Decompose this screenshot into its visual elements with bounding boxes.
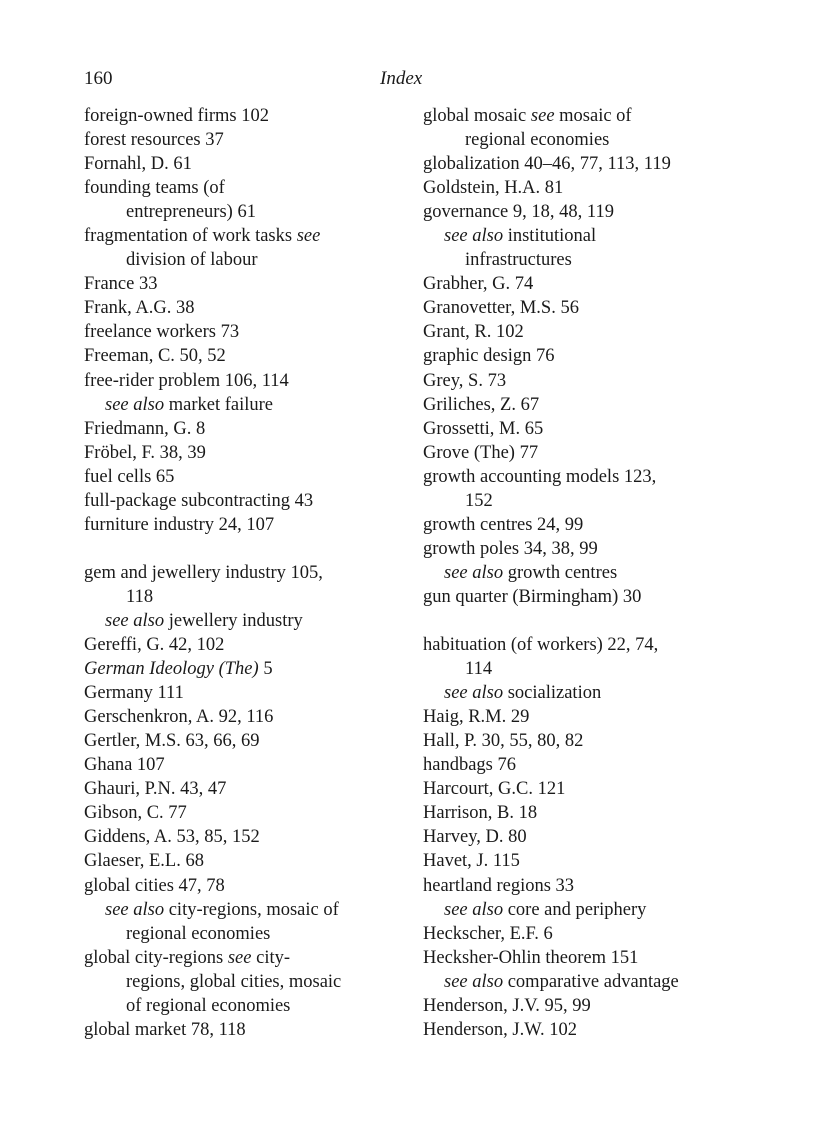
index-text: Granovetter, M.S. 56 [423,298,579,319]
index-text: see also [105,394,165,415]
index-text: Gertler, M.S. 63, 66, 69 [84,731,260,752]
index-entry [84,849,402,873]
index-text: see [296,226,321,247]
index-text: Gibson, C. 77 [84,803,187,824]
index-text: entrepreneurs) 61 [126,202,256,223]
index-text: gem and jewellery industry 105, [84,562,323,583]
index-entry [84,417,402,441]
index-column-right [423,104,743,1042]
index-entry-continuation [84,248,402,272]
index-text: see also [444,562,504,583]
index-text: full-package subcontracting 43 [84,490,314,511]
index-text: Goldstein, H.A. 81 [423,178,564,199]
index-text: Hecksher-Ohlin theorem 151 [423,947,639,968]
index-text: forest resources 37 [84,130,224,151]
index-entry [423,465,743,489]
index-entry [84,128,402,152]
index-entry [84,681,402,705]
index-entry-continuation [84,922,402,946]
index-subentry [423,898,743,922]
index-entry [84,801,402,825]
index-text: habituation (of workers) 22, 74, [423,635,659,656]
index-entry [423,104,743,128]
index-text: division of labour [126,250,258,271]
index-entry [84,176,402,200]
index-entry [84,296,402,320]
index-entry [84,825,402,849]
index-entry [84,441,402,465]
index-entry-continuation [84,200,402,224]
index-text: Griliches, Z. 67 [423,394,540,415]
index-text: see also [444,226,504,247]
index-entry [423,633,743,657]
index-subentry [84,609,402,633]
index-column-left [84,104,402,1042]
index-entry [423,513,743,537]
index-text: growth poles 34, 38, 99 [423,538,598,559]
index-text: Grabher, G. 74 [423,274,534,295]
index-text: market failure [164,394,273,415]
index-entry [84,513,402,537]
index-text: Harrison, B. 18 [423,803,538,824]
index-entry-continuation [423,128,743,152]
index-entry-continuation [423,248,743,272]
index-entry-continuation [84,585,402,609]
index-text: comparative advantage [503,971,679,992]
index-text: Hall, P. 30, 55, 80, 82 [423,731,584,752]
index-entry [423,777,743,801]
index-text: institutional [503,226,597,247]
index-entry [84,561,402,585]
index-entry [423,801,743,825]
index-subentry [423,681,743,705]
index-entry [84,777,402,801]
index-text: 152 [465,490,493,511]
index-entry [84,633,402,657]
index-text: mosaic of [554,106,632,126]
index-text: Fornahl, D. 61 [84,154,192,175]
index-text: core and periphery [503,899,647,920]
index-entry-continuation [84,970,402,994]
index-text: fuel cells 65 [84,466,175,487]
index-subentry [423,224,743,248]
index-entry [423,946,743,970]
index-entry [423,320,743,344]
index-text: see also [444,971,504,992]
index-text: Heckscher, E.F. 6 [423,923,553,944]
index-entry [423,176,743,200]
index-text: Harcourt, G.C. 121 [423,779,566,800]
running-title: Index [380,68,423,89]
index-entry [84,152,402,176]
index-text: global cities 47, 78 [84,875,225,896]
index-entry [84,489,402,513]
index-entry [423,272,743,296]
index-text: Freeman, C. 50, 52 [84,346,226,367]
index-text: growth accounting models 123, [423,466,657,487]
index-entry-continuation [84,994,402,1018]
index-text: see [530,106,555,126]
index-text: city-regions, mosaic of [164,899,339,920]
index-entry [84,465,402,489]
index-entry [84,224,402,248]
index-text: Henderson, J.V. 95, 99 [423,995,591,1016]
index-entry [84,729,402,753]
index-text: see also [105,899,165,920]
index-entry [423,825,743,849]
index-entry [423,537,743,561]
index-text: free-rider problem 106, 114 [84,370,289,391]
index-text: Gereffi, G. 42, 102 [84,635,225,656]
index-text: Giddens, A. 53, 85, 152 [84,827,260,848]
index-text: Frank, A.G. 38 [84,298,195,319]
index-entry [84,874,402,898]
index-text: growth centres 24, 99 [423,514,584,535]
index-text: gun quarter (Birmingham) 30 [423,586,642,607]
index-text: foreign-owned firms 102 [84,106,269,126]
index-text: growth centres [503,562,618,583]
index-entry [423,849,743,873]
index-text: Friedmann, G. 8 [84,418,206,439]
page-header [84,68,734,94]
index-entry [84,369,402,393]
index-text: 114 [465,659,493,680]
index-text: Harvey, D. 80 [423,827,527,848]
index-text: globalization 40–46, 77, 113, 119 [423,154,671,175]
index-text: see [227,947,252,968]
index-text: graphic design 76 [423,346,555,367]
index-entry [423,417,743,441]
index-subentry [84,393,402,417]
index-text: global market 78, 118 [84,1019,246,1040]
index-entry [423,344,743,368]
index-entry [423,705,743,729]
index-text: heartland regions 33 [423,875,575,896]
index-text: Glaeser, E.L. 68 [84,851,204,872]
index-entry [423,922,743,946]
index-text: Germany 111 [84,683,184,704]
index-text: France 33 [84,274,158,295]
index-entry [84,320,402,344]
index-text: global mosaic [423,106,531,126]
index-entry [84,1018,402,1042]
index-subentry [84,898,402,922]
index-entry [423,200,743,224]
index-text: Ghana 107 [84,755,165,776]
index-entry [423,1018,743,1042]
index-text: 5 [258,659,273,680]
index-text: see also [105,610,165,631]
index-text: Ghauri, P.N. 43, 47 [84,779,227,800]
index-entry [84,272,402,296]
index-entry [423,369,743,393]
index-entry [84,946,402,970]
index-text: Grant, R. 102 [423,322,524,343]
index-text: Fröbel, F. 38, 39 [84,442,206,463]
index-entry [423,994,743,1018]
index-text: Gerschenkron, A. 92, 116 [84,707,274,728]
index-entry [84,344,402,368]
index-text: jewellery industry [164,610,303,631]
index-text: fragmentation of work tasks [84,226,297,247]
index-text: Henderson, J.W. 102 [423,1019,577,1040]
index-text: city- [251,947,291,968]
index-text: Grove (The) 77 [423,442,539,463]
index-text: of regional economies [126,995,291,1016]
index-subentry [423,970,743,994]
index-entry [423,753,743,777]
index-entry [84,705,402,729]
index-text: infrastructures [465,250,572,271]
index-text: governance 9, 18, 48, 119 [423,202,614,223]
index-text: founding teams (of [84,178,225,199]
index-entry [423,585,743,609]
index-entry [423,729,743,753]
index-entry [423,441,743,465]
index-text: freelance workers 73 [84,322,240,343]
index-text: see also [444,899,504,920]
index-text: Grey, S. 73 [423,370,507,391]
index-text: Haig, R.M. 29 [423,707,530,728]
index-text: see also [444,683,504,704]
index-entry [84,104,402,128]
index-text: Havet, J. 115 [423,851,520,872]
index-subentry [423,561,743,585]
index-text: 118 [126,586,154,607]
index-entry [423,152,743,176]
index-entry [423,874,743,898]
index-text: furniture industry 24, 107 [84,514,275,535]
page-number: 160 [84,68,113,89]
index-entry [423,393,743,417]
index-text: regional economies [126,923,271,944]
index-spacer [423,609,743,633]
index-entry [84,657,402,681]
index-text: socialization [503,683,602,704]
index-text: handbags 76 [423,755,516,776]
index-text: regional economies [465,130,610,151]
index-text: global city-regions [84,947,228,968]
index-text: regions, global cities, mosaic [126,971,342,992]
index-text: German Ideology (The) [84,659,259,680]
index-text: Grossetti, M. 65 [423,418,544,439]
index-entry-continuation [423,489,743,513]
index-entry-continuation [423,657,743,681]
index-entry [84,753,402,777]
index-spacer [84,537,402,561]
index-entry [423,296,743,320]
